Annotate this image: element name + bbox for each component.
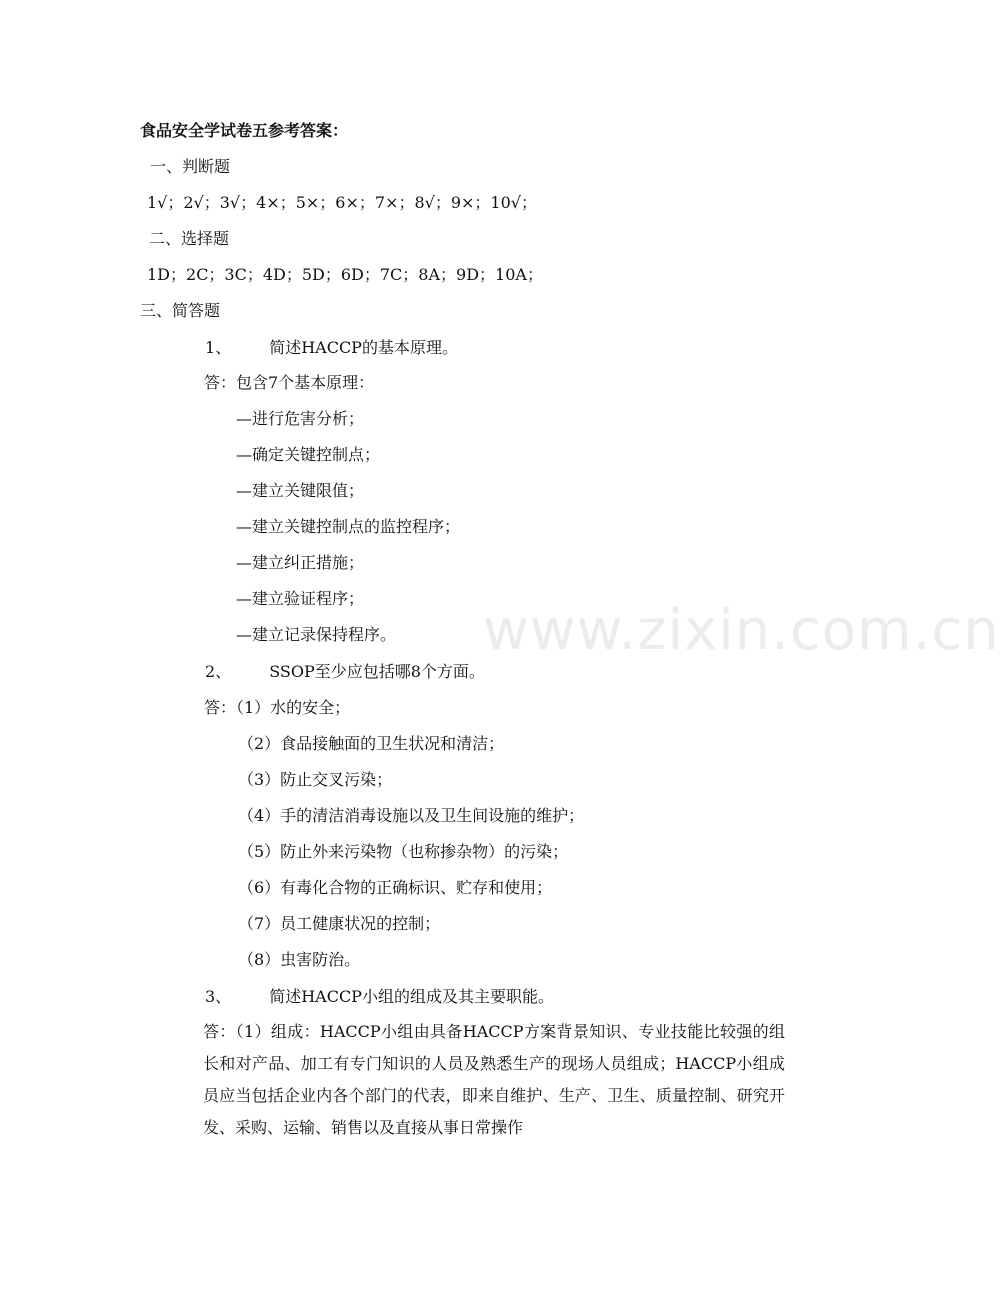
q2-aspect-item: （6）有毒化合物的正确标识、贮存和使用； bbox=[238, 878, 553, 897]
q2-aspect-item: （8）虫害防治。 bbox=[238, 950, 361, 969]
question-1-text: 简述HACCP的基本原理。 bbox=[269, 338, 458, 357]
question-1-answer-intro: 答：包含7个基本原理： bbox=[204, 373, 375, 392]
q1-principle-item: —建立关键限值； bbox=[236, 481, 365, 500]
q1-principle-item: —进行危害分析； bbox=[236, 409, 365, 428]
section2-heading: 二、选择题 bbox=[149, 229, 230, 248]
section1-answers: 1√；2√；3√；4×；5×；6×；7×；8√；9×；10√； bbox=[147, 193, 537, 212]
q1-principle-item: —建立关键控制点的监控程序； bbox=[236, 517, 461, 536]
question-2 bbox=[205, 661, 485, 683]
q1-principle-item: —建立记录保持程序。 bbox=[236, 625, 397, 644]
q1-principle-item: —建立纠正措施； bbox=[236, 553, 365, 572]
question-3-number: 3、 bbox=[205, 987, 232, 1006]
question-3-answer: 答：（1）组成：HACCP小组由具备HACCP方案背景知识、专业技能比较强的组长和对产品、加工有专门知识的人员及熟悉生产的现场人员组成；HACCP小组成员应当包括企业内各个部门的代表，即来自维护、生产、卫生、质量控制、研究开发、采购、运输、销售以及直接从事日常操作 bbox=[203, 1022, 785, 1137]
document-title: 食品安全学试卷五参考答案： bbox=[140, 121, 349, 140]
question-2-text: SSOP至少应包括哪8个方面。 bbox=[269, 662, 485, 681]
question-1-number: 1、 bbox=[205, 338, 232, 357]
watermark: www.zixin.com.cn bbox=[483, 598, 1000, 663]
q2-aspect-item: （7）员工健康状况的控制； bbox=[238, 914, 441, 933]
q1-principle-item: —确定关键控制点； bbox=[236, 445, 381, 464]
q2-aspect-item: （4）手的清洁消毒设施以及卫生间设施的维护； bbox=[238, 806, 585, 825]
q2-aspect-item: （5）防止外来污染物（也称掺杂物）的污染； bbox=[238, 842, 569, 861]
section3-heading: 三、简答题 bbox=[140, 301, 221, 320]
section2-answers: 1D；2C；3C；4D；5D；6D；7C；8A；9D；10A； bbox=[147, 265, 543, 284]
question-1 bbox=[205, 337, 458, 359]
q2-aspect-item: （2）食品接触面的卫生状况和清洁； bbox=[238, 734, 505, 753]
q2-aspect-item: （3）防止交叉污染； bbox=[238, 770, 393, 789]
q1-principle-item: —建立验证程序； bbox=[236, 589, 365, 608]
question-2-answer-first: 答：（1）水的安全； bbox=[204, 698, 351, 717]
question-2-number: 2、 bbox=[205, 662, 232, 681]
section1-heading: 一、判断题 bbox=[150, 157, 231, 176]
question-3-text: 简述HACCP小组的组成及其主要职能。 bbox=[269, 987, 554, 1006]
question-3 bbox=[205, 986, 554, 1008]
